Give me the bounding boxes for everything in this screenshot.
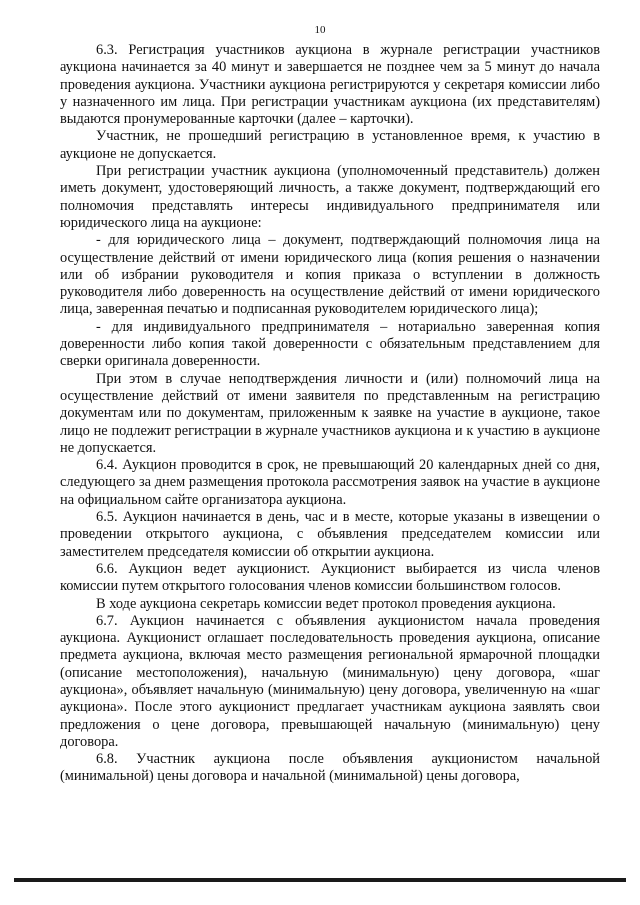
paragraph-registration-deadline: Участник, не прошедший регистрацию в установленное время, к участию в аукционе не допускается. [60,128,600,162]
paragraph-6-6: 6.6. Аукцион ведет аукционист. Аукционист выбирается из числа членов комиссии путем открытого голосования членов комиссии большинством голосов. [60,560,600,595]
page-number: 10 [314,24,326,36]
paragraph-6-8: 6.8. Участник аукциона после объявления аукционистом начальной (минимальной) цены договора и начальной (минимальной) цены договора, [60,751,600,785]
bottom-border-line [14,878,626,882]
paragraph-legal-entity: - для юридического лица – документ, подтверждающий полномочия лица на осуществление действий от имени юридического лица (копия решения о назначении или об избрании руководителя и копия приказа о вступлении в должность руководителя либо доверенность на осуществление действий от имени юридического лица, заверенная печатью и подписанная руководителем юридического лица); [60,232,600,318]
paragraph-non-confirmation: При этом в случае неподтверждения личности и (или) полномочий лица на осуществление действий от имени заявителя по представленным на регистрацию документам или по документам, приложенным к заявке на участие в аукционе, такое лицо не подлежит регистрации в журнале участников аукциона и к участию в аукционе не допускается. [60,370,600,456]
paragraph-individual-entrepreneur: - для индивидуального предпринимателя – нотариально заверенная копия доверенности либо копия такой доверенности с обязательным представлением для сверки оригинала доверенности. [60,318,600,370]
paragraph-registration-documents: При регистрации участник аукциона (уполномоченный представитель) должен иметь документ, удостоверяющий личность, а также документ, подтверждающий его полномочия представлять интересы индивидуального предпринимателя или юридического лица на аукционе: [60,163,600,231]
paragraph-6-7: 6.7. Аукцион начинается с объявления аукционистом начала проведения аукциона. Аукционист оглашает последовательность проведения аукциона, описание предмета аукциона, включая место размещения региональной ярмарочной площадки (описание местоположения), начальную (минимальную) цену договора, «шаг аукциона», объявляет начальную (минимальную) цену договора, увеличенную на «шаг аукциона». После этого аукционист предлагает участникам аукциона заявлять свои предложения о цене договора, превышающей начальную (минимальную) цену договора. [60,612,600,750]
paragraph-protocol: В ходе аукциона секретарь комиссии ведет протокол проведения аукциона. [96,595,556,612]
paragraph-6-3: 6.3. Регистрация участников аукциона в журнале регистрации участников аукциона начинается за 40 минут и завершается не позднее чем за 5 минут до начала проведения аукциона. Участники аукциона регистрируются у секретаря комиссии либо у назначенного им лица. При регистрации участникам аукциона (их представителям) выдаются пронумерованные карточки (далее – карточки). [60,42,600,128]
paragraph-6-4: 6.4. Аукцион проводится в срок, не превышающий 20 календарных дней со дня, следующего за днем размещения протокола рассмотрения заявок на участие в аукционе на официальном сайте организатора аукциона. [60,457,600,508]
paragraph-6-5: 6.5. Аукцион начинается в день, час и в месте, которые указаны в извещении о проведении открытого аукциона, с объявления председателем комиссии или заместителем председателя комиссии об открытии аукциона. [60,509,600,560]
document-body [60,42,600,786]
